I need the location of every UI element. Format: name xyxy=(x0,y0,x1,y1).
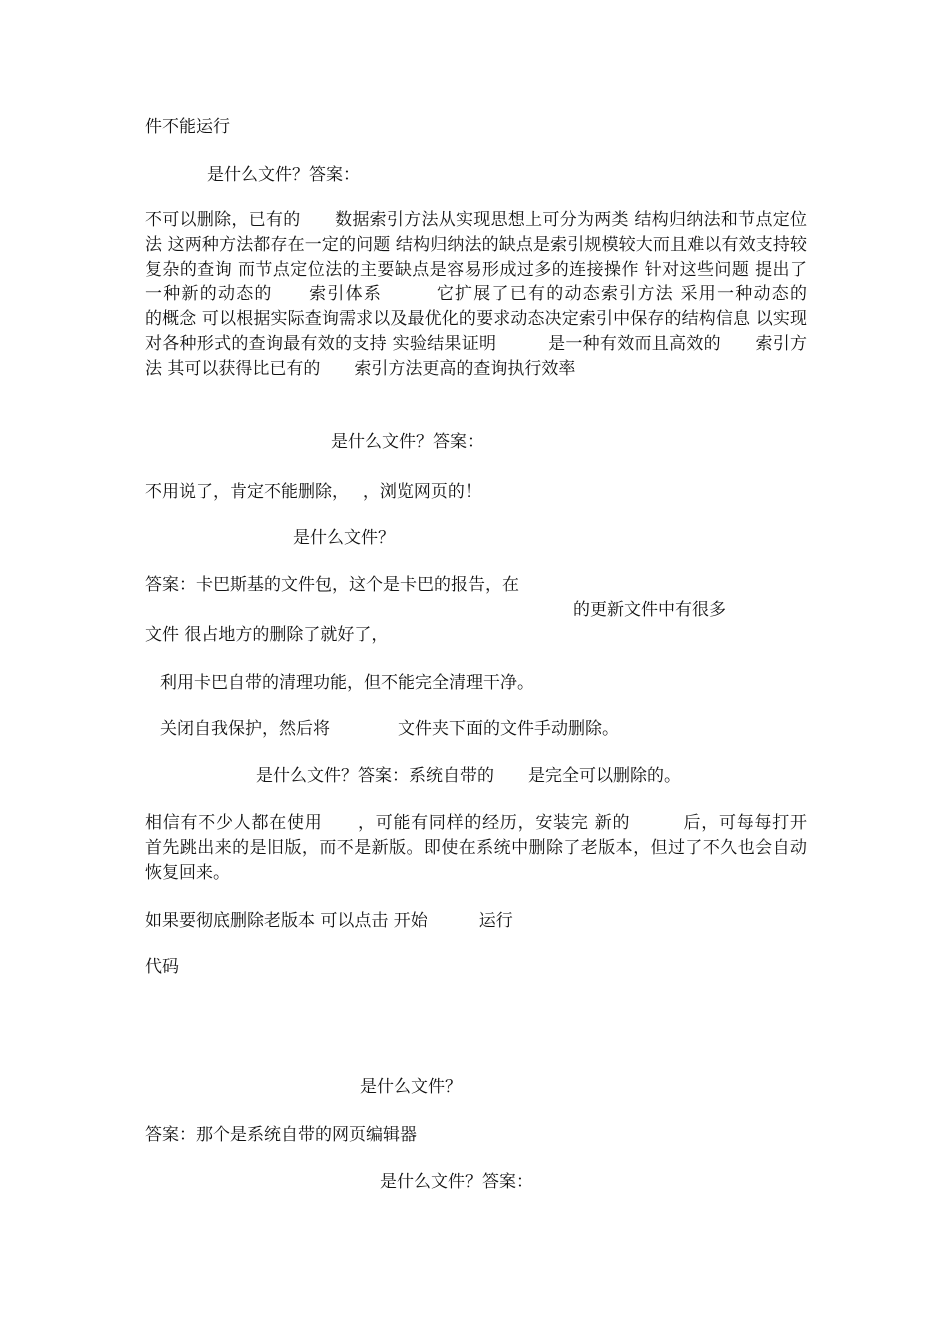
answer-line: 利用卡巴自带的清理功能，但不能完全清理干净。 xyxy=(160,673,534,693)
question-heading: 是什么文件？答案： xyxy=(331,432,484,452)
answer-line: 的更新文件中有很多 xyxy=(573,600,726,620)
answer-line: 代码 xyxy=(145,957,179,977)
question-heading: 是什么文件？答案：系统自带的 是完全可以删除的。 xyxy=(256,766,681,786)
answer-paragraph: 不可以删除，已有的 数据索引方法从实现思想上可分为两类 结构归纳法和节点定位法 这两种方法都存在一定的问题 结构归纳法的缺点是索引规模较大而且难以有效支持较复杂的查询 而节点定位法的主要缺点是容易形成过多的连接操作 针对这些问题 提出了一种新的动态的 索引体系 它扩展了已有的动态索引方法 采用一种动态的 的概念 可以根据实际查询需求以及最优化的要求动态决定索引中保存的结构信息 以实现对各种形式的查询最有效的支持 实验结果证明 是一种有效而且高效的 索引方法 其可以获得比已有的 索引方法更高的查询执行效率 xyxy=(145,210,926,379)
text-line: 件不能运行 xyxy=(145,117,230,137)
answer-line: 如果要彻底删除老版本 可以点击 开始 运行 xyxy=(145,911,513,931)
question-heading: 是什么文件？ xyxy=(293,528,395,548)
answer-line: 文件 很占地方的删除了就好了， xyxy=(145,625,389,645)
question-heading: 是什么文件？ xyxy=(360,1077,462,1097)
answer-paragraph: 相信有不少人都在使用 ，可能有同样的经历，安装完 新的 后，可每每打开 首先跳出来的是旧版，而不是新版。即使在系统中删除了老版本，但过了不久也会自动恢复回来。 xyxy=(145,813,858,883)
answer-line: 答案：那个是系统自带的网页编辑器 xyxy=(145,1125,417,1145)
answer-line: 关闭自我保护，然后将 文件夹下面的文件手动删除。 xyxy=(160,719,619,739)
answer-line: 不用说了，肯定不能删除， ，浏览网页的！ xyxy=(145,482,482,502)
question-heading: 是什么文件？答案： xyxy=(207,165,360,185)
answer-line: 答案：卡巴斯基的文件包，这个是卡巴的报告，在 xyxy=(145,575,519,595)
question-heading: 是什么文件？答案： xyxy=(380,1172,533,1192)
